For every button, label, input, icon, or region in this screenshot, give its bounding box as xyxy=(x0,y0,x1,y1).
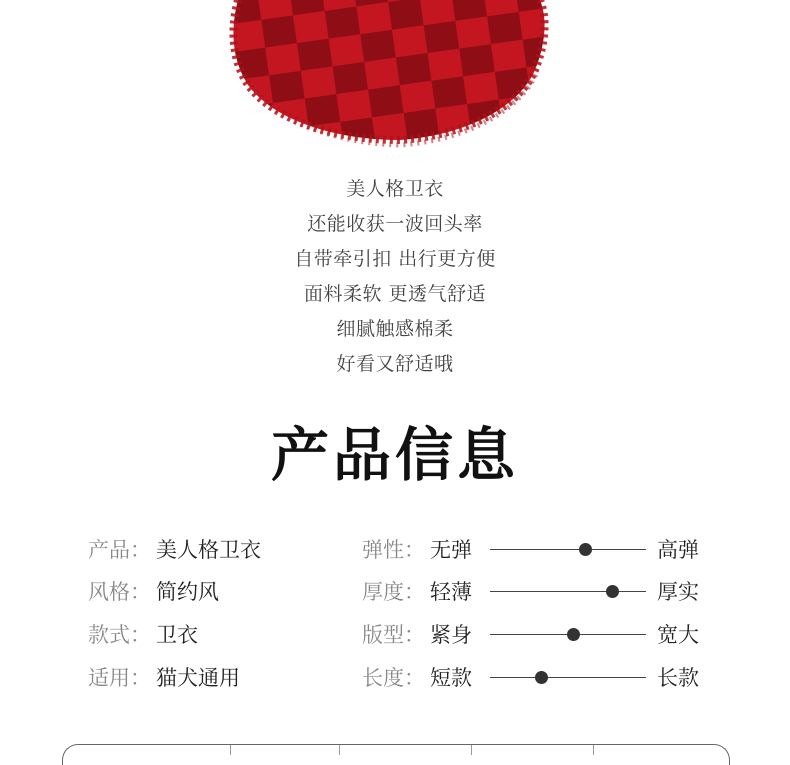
spec-row xyxy=(0,619,790,651)
scale-low-label: 轻薄 xyxy=(430,580,472,604)
scale-label: 弹性： xyxy=(362,538,425,562)
scale-label: 长度： xyxy=(362,666,425,690)
description-line: 好看又舒适哦 xyxy=(336,353,454,375)
spec-row xyxy=(0,662,790,694)
scale-high-label: 宽大 xyxy=(657,623,699,647)
plush-garment-image xyxy=(0,0,790,160)
scale-high-label: 长款 xyxy=(657,666,699,690)
description-line: 面料柔软 更透气舒适 xyxy=(303,283,487,305)
description-block xyxy=(0,172,790,382)
spec-row xyxy=(0,534,790,566)
product-image xyxy=(0,0,790,160)
size-table-edge xyxy=(62,744,730,765)
table-divider xyxy=(230,745,231,755)
scale-label: 厚度： xyxy=(362,580,425,604)
scale-track xyxy=(490,677,646,678)
table-divider xyxy=(471,745,472,755)
spec-row xyxy=(0,576,790,608)
scale-knob xyxy=(567,628,580,641)
description-line: 细腻触感棉柔 xyxy=(336,318,454,340)
spec-value: 简约风 xyxy=(156,580,219,604)
scale-low-label: 短款 xyxy=(430,666,472,690)
scale-track xyxy=(490,549,646,550)
description-line: 还能收获一波回头率 xyxy=(307,213,483,235)
spec-value: 美人格卫衣 xyxy=(156,538,261,562)
spec-label: 款式： xyxy=(88,623,151,647)
scale-track xyxy=(490,591,646,592)
spec-label: 风格： xyxy=(88,580,151,604)
description-line: 自带牵引扣 出行更方便 xyxy=(294,248,496,270)
scale-knob xyxy=(579,543,592,556)
spec-label: 适用： xyxy=(88,666,151,690)
spec-value: 猫犬通用 xyxy=(156,666,240,690)
table-divider xyxy=(339,745,340,755)
scale-low-label: 无弹 xyxy=(430,538,472,562)
scale-knob xyxy=(606,585,619,598)
description-line: 美人格卫衣 xyxy=(346,178,444,200)
table-divider xyxy=(593,745,594,755)
scale-high-label: 厚实 xyxy=(657,580,699,604)
spec-label: 产品： xyxy=(88,538,151,562)
scale-high-label: 高弹 xyxy=(657,538,699,562)
scale-track xyxy=(490,634,646,635)
spec-value: 卫衣 xyxy=(156,623,198,647)
scale-knob xyxy=(535,671,548,684)
section-title: 产品信息 xyxy=(270,421,519,489)
scale-label: 版型： xyxy=(362,623,425,647)
scale-low-label: 紧身 xyxy=(430,623,472,647)
